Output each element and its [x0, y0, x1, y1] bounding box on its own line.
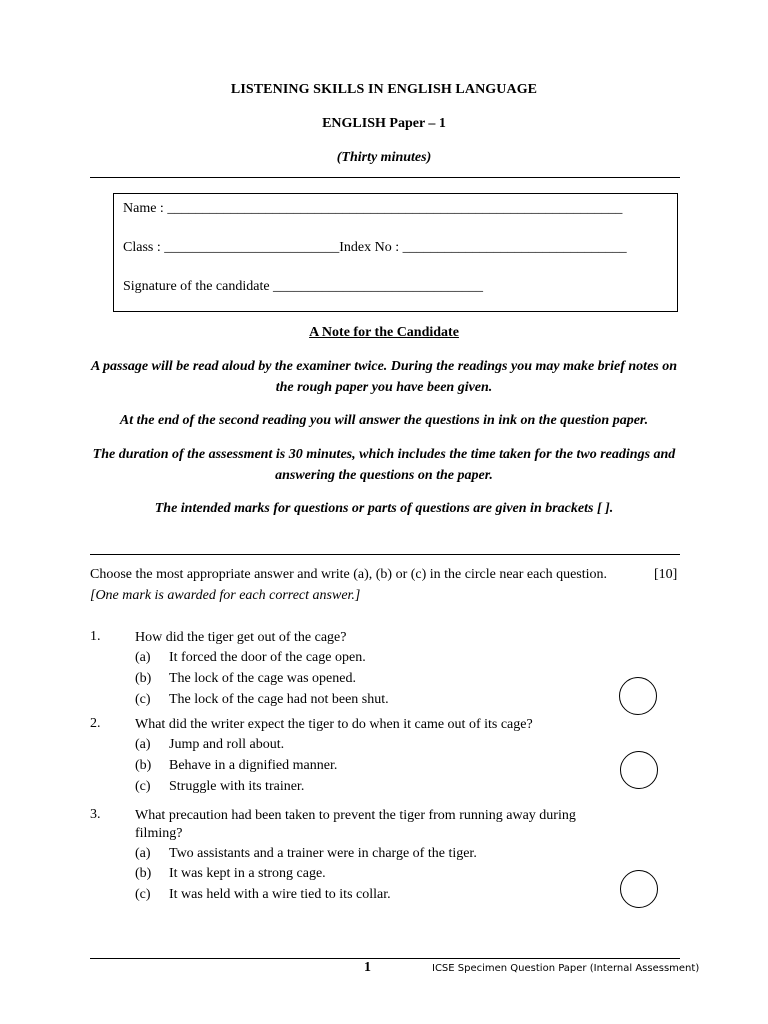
question-2-option-a-label: (a): [135, 737, 151, 752]
question-3-option-c: It was held with a wire tied to its collar.: [169, 887, 391, 902]
question-2-option-b-label: (b): [135, 758, 152, 773]
question-3-option-a: Two assistants and a trainer were in charge of the tiger.: [169, 846, 477, 861]
question-2-option-a: Jump and roll about.: [169, 737, 285, 752]
class-index-field[interactable]: Class : _________________________Index No : ________________________________: [123, 240, 627, 255]
question-3-number: 3.: [90, 807, 101, 822]
question-1-option-b: The lock of the cage was opened.: [169, 671, 356, 686]
question-3-option-c-label: (c): [135, 887, 151, 902]
question-2-option-c: Struggle with its trainer.: [169, 779, 305, 794]
question-1-option-c: The lock of the cage had not been shut.: [169, 692, 389, 707]
note-paragraph-1: A passage will be read aloud by the examiner twice. During the readings you may make brief notes on the rough paper you have been given.: [90, 359, 678, 395]
question-1-option-c-label: (c): [135, 692, 151, 707]
top-divider: [90, 177, 680, 178]
paper-label: ENGLISH Paper – 1: [322, 116, 446, 131]
question-1-option-b-label: (b): [135, 671, 152, 686]
instructions-marks: [10]: [654, 567, 678, 582]
instructions: Choose the most appropriate answer and write (a), (b) or (c) in the circle near each question.: [90, 567, 608, 582]
question-2-number: 2.: [90, 716, 101, 731]
signature-field[interactable]: Signature of the candidate ______________________________: [123, 279, 484, 294]
page-number: 1: [364, 960, 371, 975]
question-1-option-a: It forced the door of the cage open.: [169, 650, 366, 665]
question-1-number: 1.: [90, 629, 101, 644]
instructions-sub: [One mark is awarded for each correct answer.]: [90, 588, 361, 603]
note-paragraph-4: The intended marks for questions or parts of questions are given in brackets [ ].: [154, 501, 614, 516]
note-heading: A Note for the Candidate: [309, 325, 459, 340]
question-2-option-c-label: (c): [135, 779, 151, 794]
duration-label: (Thirty minutes): [336, 150, 432, 165]
question-3-option-a-label: (a): [135, 846, 151, 861]
name-field[interactable]: Name : _________________________________________________________________: [123, 201, 623, 216]
question-2-option-b: Behave in a dignified manner.: [169, 758, 338, 773]
question-2-text: What did the writer expect the tiger to do when it came out of its cage?: [135, 717, 533, 732]
question-3-option-b-label: (b): [135, 866, 152, 881]
candidate-details-box: [113, 193, 678, 312]
document-title: LISTENING SKILLS IN ENGLISH LANGUAGE: [230, 82, 538, 97]
question-1-option-a-label: (a): [135, 650, 151, 665]
question-1-answer-circle[interactable]: [619, 677, 657, 715]
note-paragraph-3: The duration of the assessment is 30 minutes, which includes the time taken for the two readings and answering the questions on the paper.: [92, 447, 676, 483]
note-paragraph-2: At the end of the second reading you will answer the questions in ink on the question paper.: [119, 413, 649, 428]
question-3-text: What precaution had been taken to prevent the tiger from running away during filming?: [135, 808, 576, 841]
middle-divider: [90, 554, 680, 555]
footer-divider: [90, 958, 680, 959]
question-3-answer-circle[interactable]: [620, 870, 658, 908]
question-3-option-b: It was kept in a strong cage.: [169, 866, 326, 881]
footer-source: ICSE Specimen Question Paper (Internal Assessment): [432, 963, 700, 974]
question-2-answer-circle[interactable]: [620, 751, 658, 789]
question-1-text: How did the tiger get out of the cage?: [135, 630, 347, 645]
